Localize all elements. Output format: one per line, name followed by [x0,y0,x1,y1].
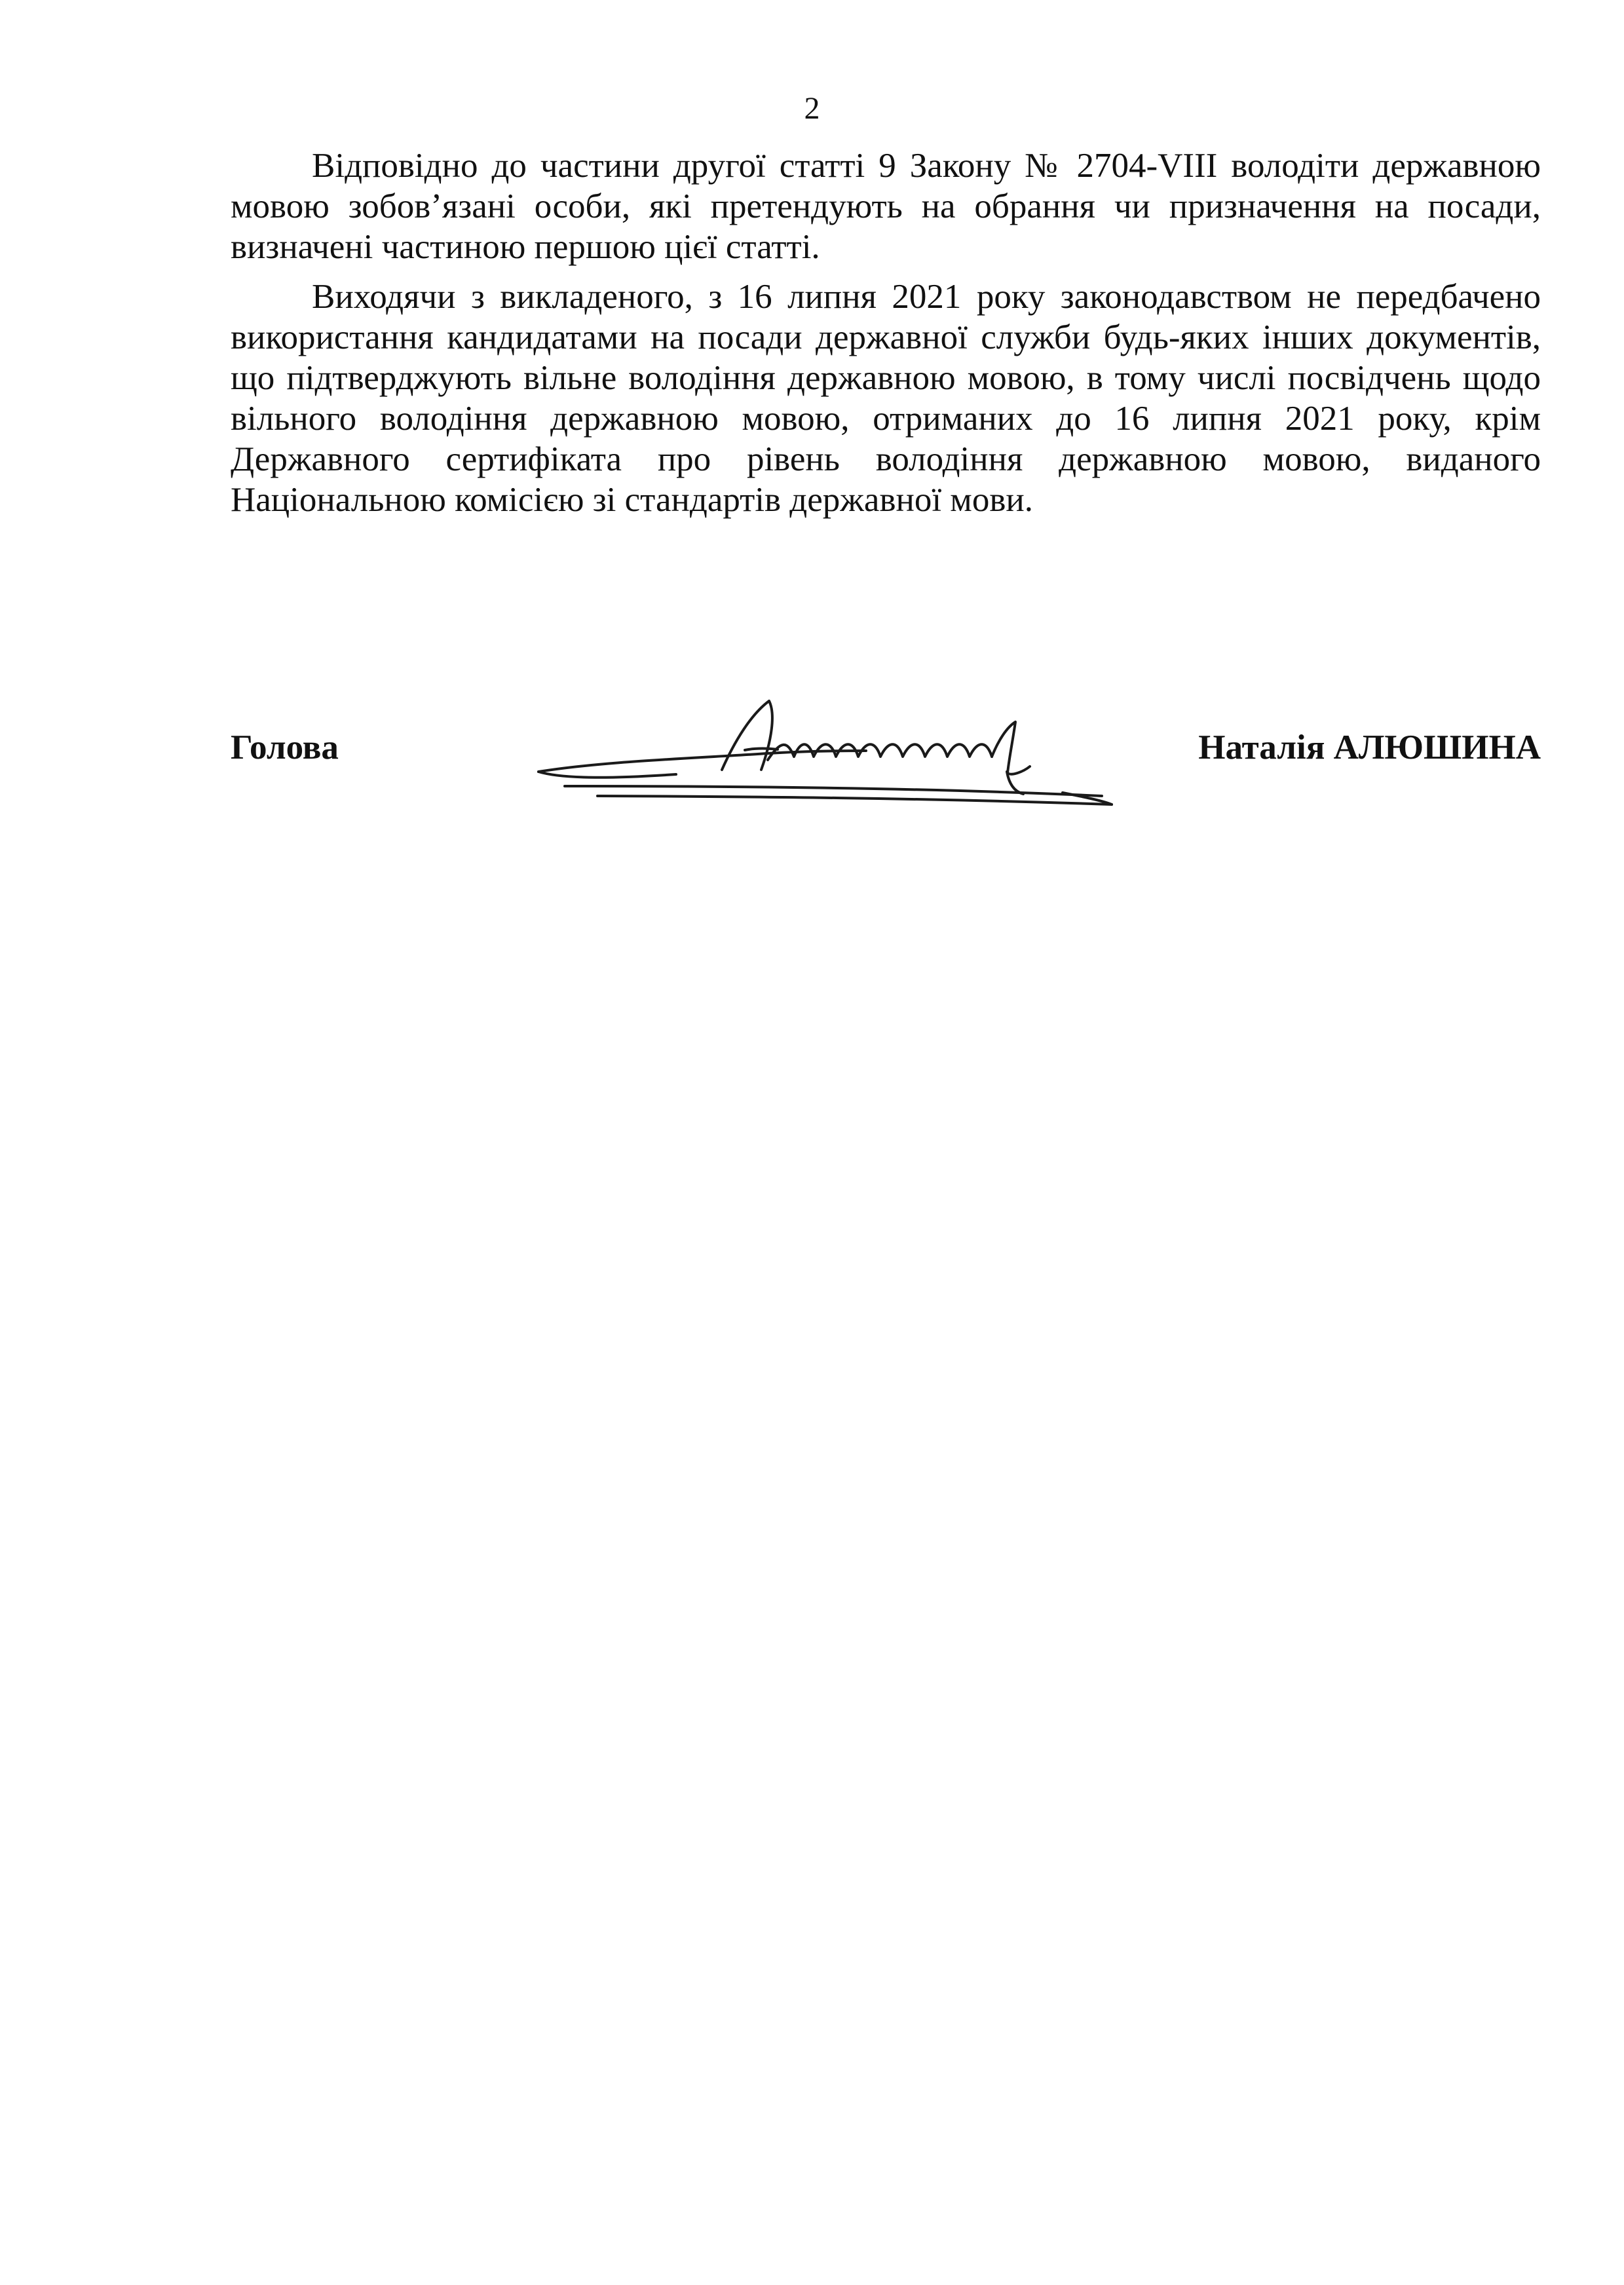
signer-role: Голова [231,728,339,766]
handwritten-signature [525,688,1128,819]
paragraph-1: Відповідно до частини другої статті 9 Закону № 2704-VIII володіти державною мовою зобов’язані особи, які претендують на обрання чи призначення на посади, визначені частиною першою цієї статті. [231,147,1541,266]
paragraph-2: Виходячи з викладеного, з 16 липня 2021 року законодавством не передбачено використання кандидатами на посади державної служби будь-яких інших документів, що підтверджують вільне володіння державною мовою, в тому числі посвідчень щодо вільного володіння державною мовою, отриманих до 16 липня 2021 року, крім Державного сертифіката про рівень володіння державною мовою, виданого Національною комісією зі стандартів державної мови. [231,278,1541,519]
document-body [231,145,1541,529]
signature-block [231,688,1541,819]
page-number: 2 [804,91,820,126]
signer-name: Наталія АЛЮШИНА [1198,728,1541,766]
